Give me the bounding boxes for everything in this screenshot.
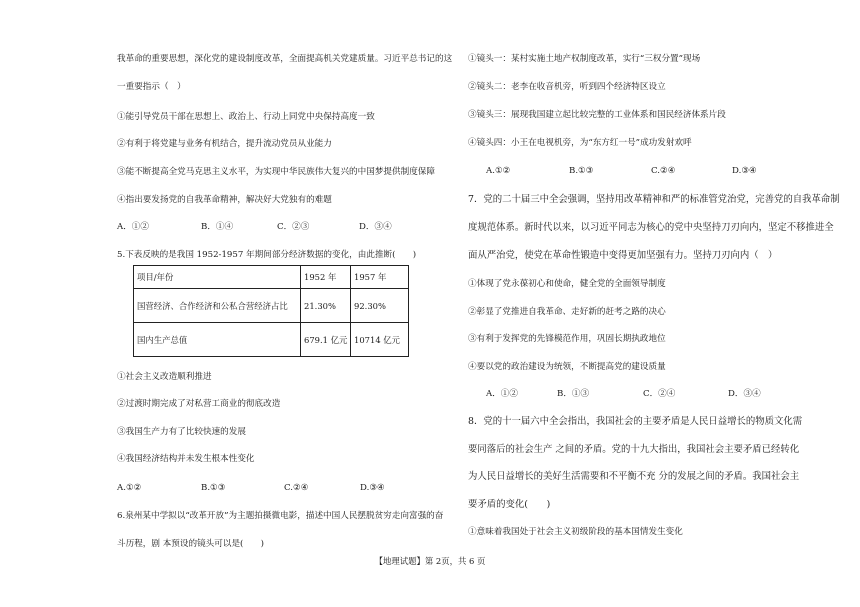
q6-choice-a[interactable]: A.①②: [486, 166, 511, 176]
q8-stem-line-3: 为人民日益增长的美好生活需要和不平衡不充 分的发展之间的矛盾。我国社会主: [468, 471, 800, 482]
q4-intro-line-1: 我革命的重要思想，深化党的建设制度改革，全面提高机关党建质量。习近平总书记的这: [117, 54, 453, 64]
q5-choice-d[interactable]: D.③④: [360, 483, 385, 493]
q4-option-3: ③能不断提高全党马克思主义水平，为实现中华民族伟大复兴的中国梦提供制度保障: [117, 167, 435, 177]
q6-choice-c[interactable]: C.②④: [651, 166, 676, 176]
q4-choice-a[interactable]: A．①②: [117, 222, 149, 232]
q5-stem: 5.下表反映的是我国 1952-1957 年期间部分经济数据的变化，由此推断( ): [117, 250, 417, 260]
q4-choice-d[interactable]: D．③④: [359, 222, 392, 232]
q7-option-1: ①体现了党永葆初心和使命，健全党的全面领导制度: [468, 279, 666, 289]
q6-stem-line-1: 6.泉州某中学拟以“改革开放”为主题拍摄微电影，描述中国人民摆脱贫穷走向富强的奋: [117, 511, 444, 521]
q5-option-2: ②过渡时期完成了对私营工商业的彻底改造: [117, 399, 281, 409]
q6-choice-d[interactable]: D.③④: [732, 166, 757, 176]
table-cell: 21.30%: [301, 289, 351, 323]
q6-stem-line-2: 斗历程，剧 本预设的镜头可以是( ): [117, 539, 264, 549]
table-cell: 679.1 亿元: [301, 323, 351, 357]
q7-choice-a[interactable]: A．①②: [486, 389, 518, 399]
q7-option-3: ③有利于发挥党的先锋模范作用，巩固长期执政地位: [468, 334, 666, 344]
table-header-cell: 项目/年份: [134, 266, 301, 289]
q5-option-4: ④我国经济结构并未发生根本性变化: [117, 454, 255, 464]
q4-choice-b[interactable]: B．①④: [201, 222, 234, 232]
q8-stem-line-4: 要矛盾的变化( ): [468, 499, 551, 510]
table-header-cell: 1957 年: [351, 266, 409, 289]
q4-option-4: ④指出要发扬党的自我革命精神，解决好大党独有的难题: [117, 195, 332, 205]
q4-option-1: ①能引导党员干部在思想上、政治上、行动上同党中央保持高度一致: [117, 112, 375, 122]
q8-option-1: ①意味着我国处于社会主义初级阶段的基本国情发生变化: [468, 527, 683, 537]
q5-choice-c[interactable]: C.②④: [284, 483, 309, 493]
table-row: [134, 323, 409, 357]
q4-intro-line-2: 一重要指示（ ）: [117, 82, 186, 92]
q5-choice-a[interactable]: A.①②: [117, 483, 142, 493]
q6-option-1: ①镜头一：某村实施土地产权制度改革，实行“三权分置”现场: [468, 54, 701, 64]
table-cell: 国营经济、合作经济和公私合营经济占比: [134, 289, 301, 323]
q6-option-2: ②镜头二：老李在收音机旁，听到四个经济特区设立: [468, 82, 666, 92]
q7-choice-d[interactable]: D．③④: [728, 389, 761, 399]
table-cell: 92.30%: [351, 289, 409, 323]
q7-stem-line-2: 度规范体系。新时代以来，以习近平同志为核心的党中央坚持刀刃向内，坚定不移推进全: [468, 222, 834, 233]
q7-choice-c[interactable]: C．②④: [643, 389, 676, 399]
table-row: [134, 289, 409, 323]
table-header-cell: 1952 年: [301, 266, 351, 289]
q7-choice-b[interactable]: B．①③: [557, 389, 590, 399]
q8-stem-line-1: 8．党的十一届六中全会指出，我国社会的主要矛盾是人民日益增长的物质文化需: [468, 416, 803, 427]
table-cell: 国内生产总值: [134, 323, 301, 357]
table-cell: 10714 亿元: [351, 323, 409, 357]
q7-stem-line-1: 7．党的二十届三中全会强调，坚持用改革精神和严的标准管党治党，完善党的自我革命制: [468, 194, 840, 205]
q5-data-table: [133, 265, 409, 357]
q4-choice-c[interactable]: C．②③: [277, 222, 310, 232]
q6-choice-b[interactable]: B.①③: [569, 166, 594, 176]
q7-stem-line-3: 面从严治党，使党在革命性锻造中变得更加坚强有力。坚持刀刃向内（ ）: [468, 250, 778, 261]
q6-option-4: ④镜头四：小王在电视机旁，为“东方红一号”成功发射欢呼: [468, 138, 692, 148]
q6-option-3: ③镜头三：展现我国建立起比较完整的工业体系和国民经济体系片段: [468, 110, 726, 120]
q5-option-1: ①社会主义改造顺利推进: [117, 372, 212, 382]
page-footer: 【地理试题】第 2页，共 6 页: [374, 556, 486, 566]
q8-stem-line-2: 要同落后的社会生产 之间的矛盾。党的十九大指出，我国社会主要矛盾已经转化: [468, 444, 800, 455]
q5-option-3: ③我国生产力有了比较快速的发展: [117, 427, 246, 437]
table-header-row: [134, 266, 409, 289]
q7-option-2: ②彰显了党推进自我革命、走好新的赶考之路的决心: [468, 307, 666, 317]
q4-option-2: ②有利于将党建与业务有机结合，提升流动党员从业能力: [117, 139, 332, 149]
q7-option-4: ④要以党的政治建设为统领，不断提高党的建设质量: [468, 362, 666, 372]
q5-choice-b[interactable]: B.①③: [201, 483, 226, 493]
